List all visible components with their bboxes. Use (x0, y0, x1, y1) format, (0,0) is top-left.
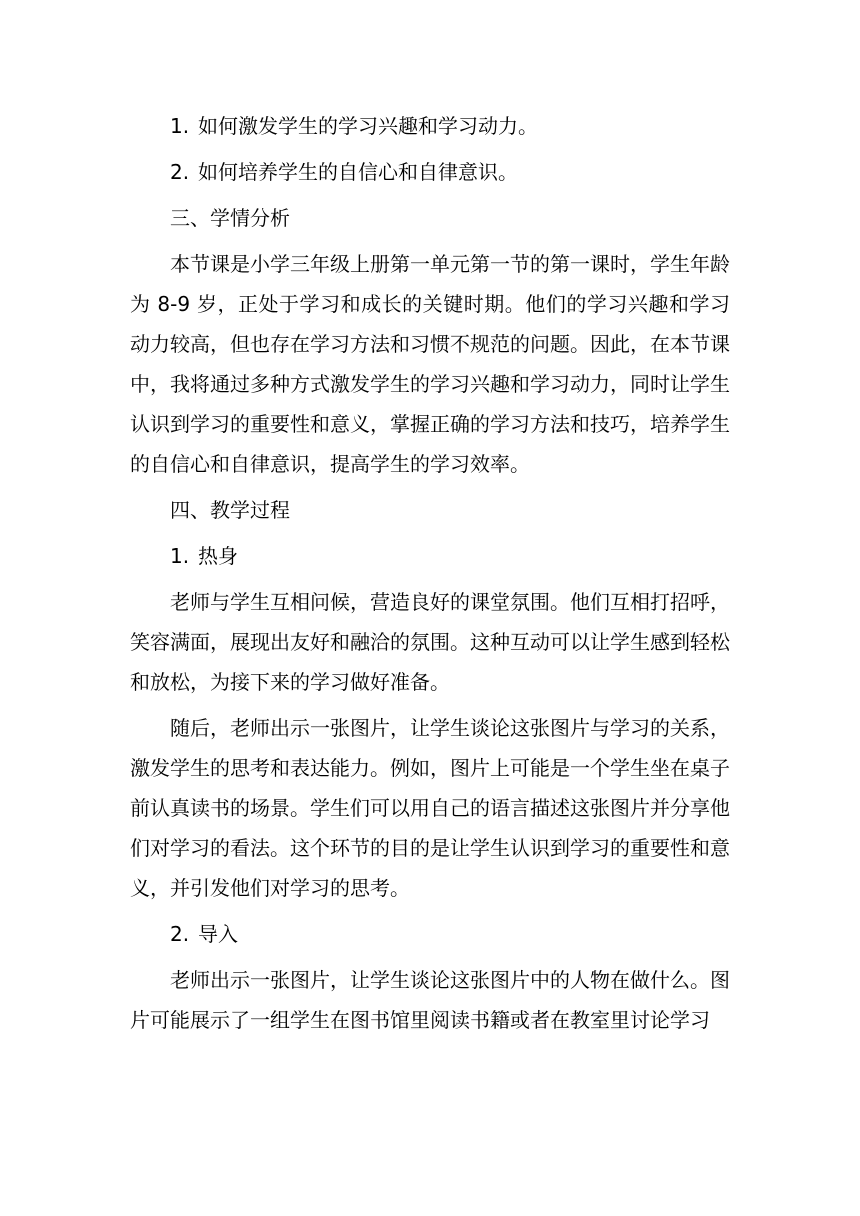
list-item-number: 2. (170, 160, 190, 184)
step-title: 热身 (198, 544, 238, 568)
step-heading-introduction (130, 914, 730, 954)
learning-analysis-paragraph: 本节课是小学三年级上册第一单元第一节的第一课时，学生年龄为 8-9 岁，正处于学习和成长的关键时期。他们的学习兴趣和学习动力较高，但也存在学习方法和习惯不规范的问题。因此，在本节课中，我将通过多种方式激发学生的学习兴趣和学习动力，同时让学生认识到学习的重要性和意义，掌握正确的学习方法和技巧，培养学生的自信心和自律意识，提高学生的学习效率。 (130, 252, 730, 476)
section-heading-teaching-process: 四、教学过程 (170, 498, 290, 522)
list-item-text: 如何培养学生的自信心和自律意识。 (198, 160, 518, 184)
introduction-paragraph-1: 老师出示一张图片，让学生谈论这张图片中的人物在做什么。图片可能展示了一组学生在图书馆里阅读书籍或者在教室里讨论学习 (130, 968, 730, 1032)
warmup-paragraph-1: 老师与学生互相问候，营造良好的课堂氛围。他们互相打招呼，笑容满面，展现出友好和融洽的氛围。这种互动可以让学生感到轻松和放松，为接下来的学习做好准备。 (130, 590, 730, 694)
list-item-number: 1. (170, 114, 190, 138)
list-item-text: 如何激发学生的学习兴趣和学习动力。 (198, 114, 538, 138)
step-title: 导入 (198, 922, 238, 946)
list-item (130, 152, 730, 192)
list-item (130, 106, 730, 146)
section-heading-learning-analysis: 三、学情分析 (170, 206, 290, 230)
warmup-paragraph-2: 随后，老师出示一张图片，让学生谈论这张图片与学习的关系，激发学生的思考和表达能力。例如，图片上可能是一个学生坐在桌子前认真读书的场景。学生们可以用自己的语言描述这张图片并分享他们对学习的看法。这个环节的目的是让学生认识到学习的重要性和意义，并引发他们对学习的思考。 (130, 716, 730, 900)
step-heading-warmup (130, 536, 730, 576)
step-number: 1. (170, 544, 190, 568)
step-number: 2. (170, 922, 190, 946)
document-body (130, 106, 730, 1040)
